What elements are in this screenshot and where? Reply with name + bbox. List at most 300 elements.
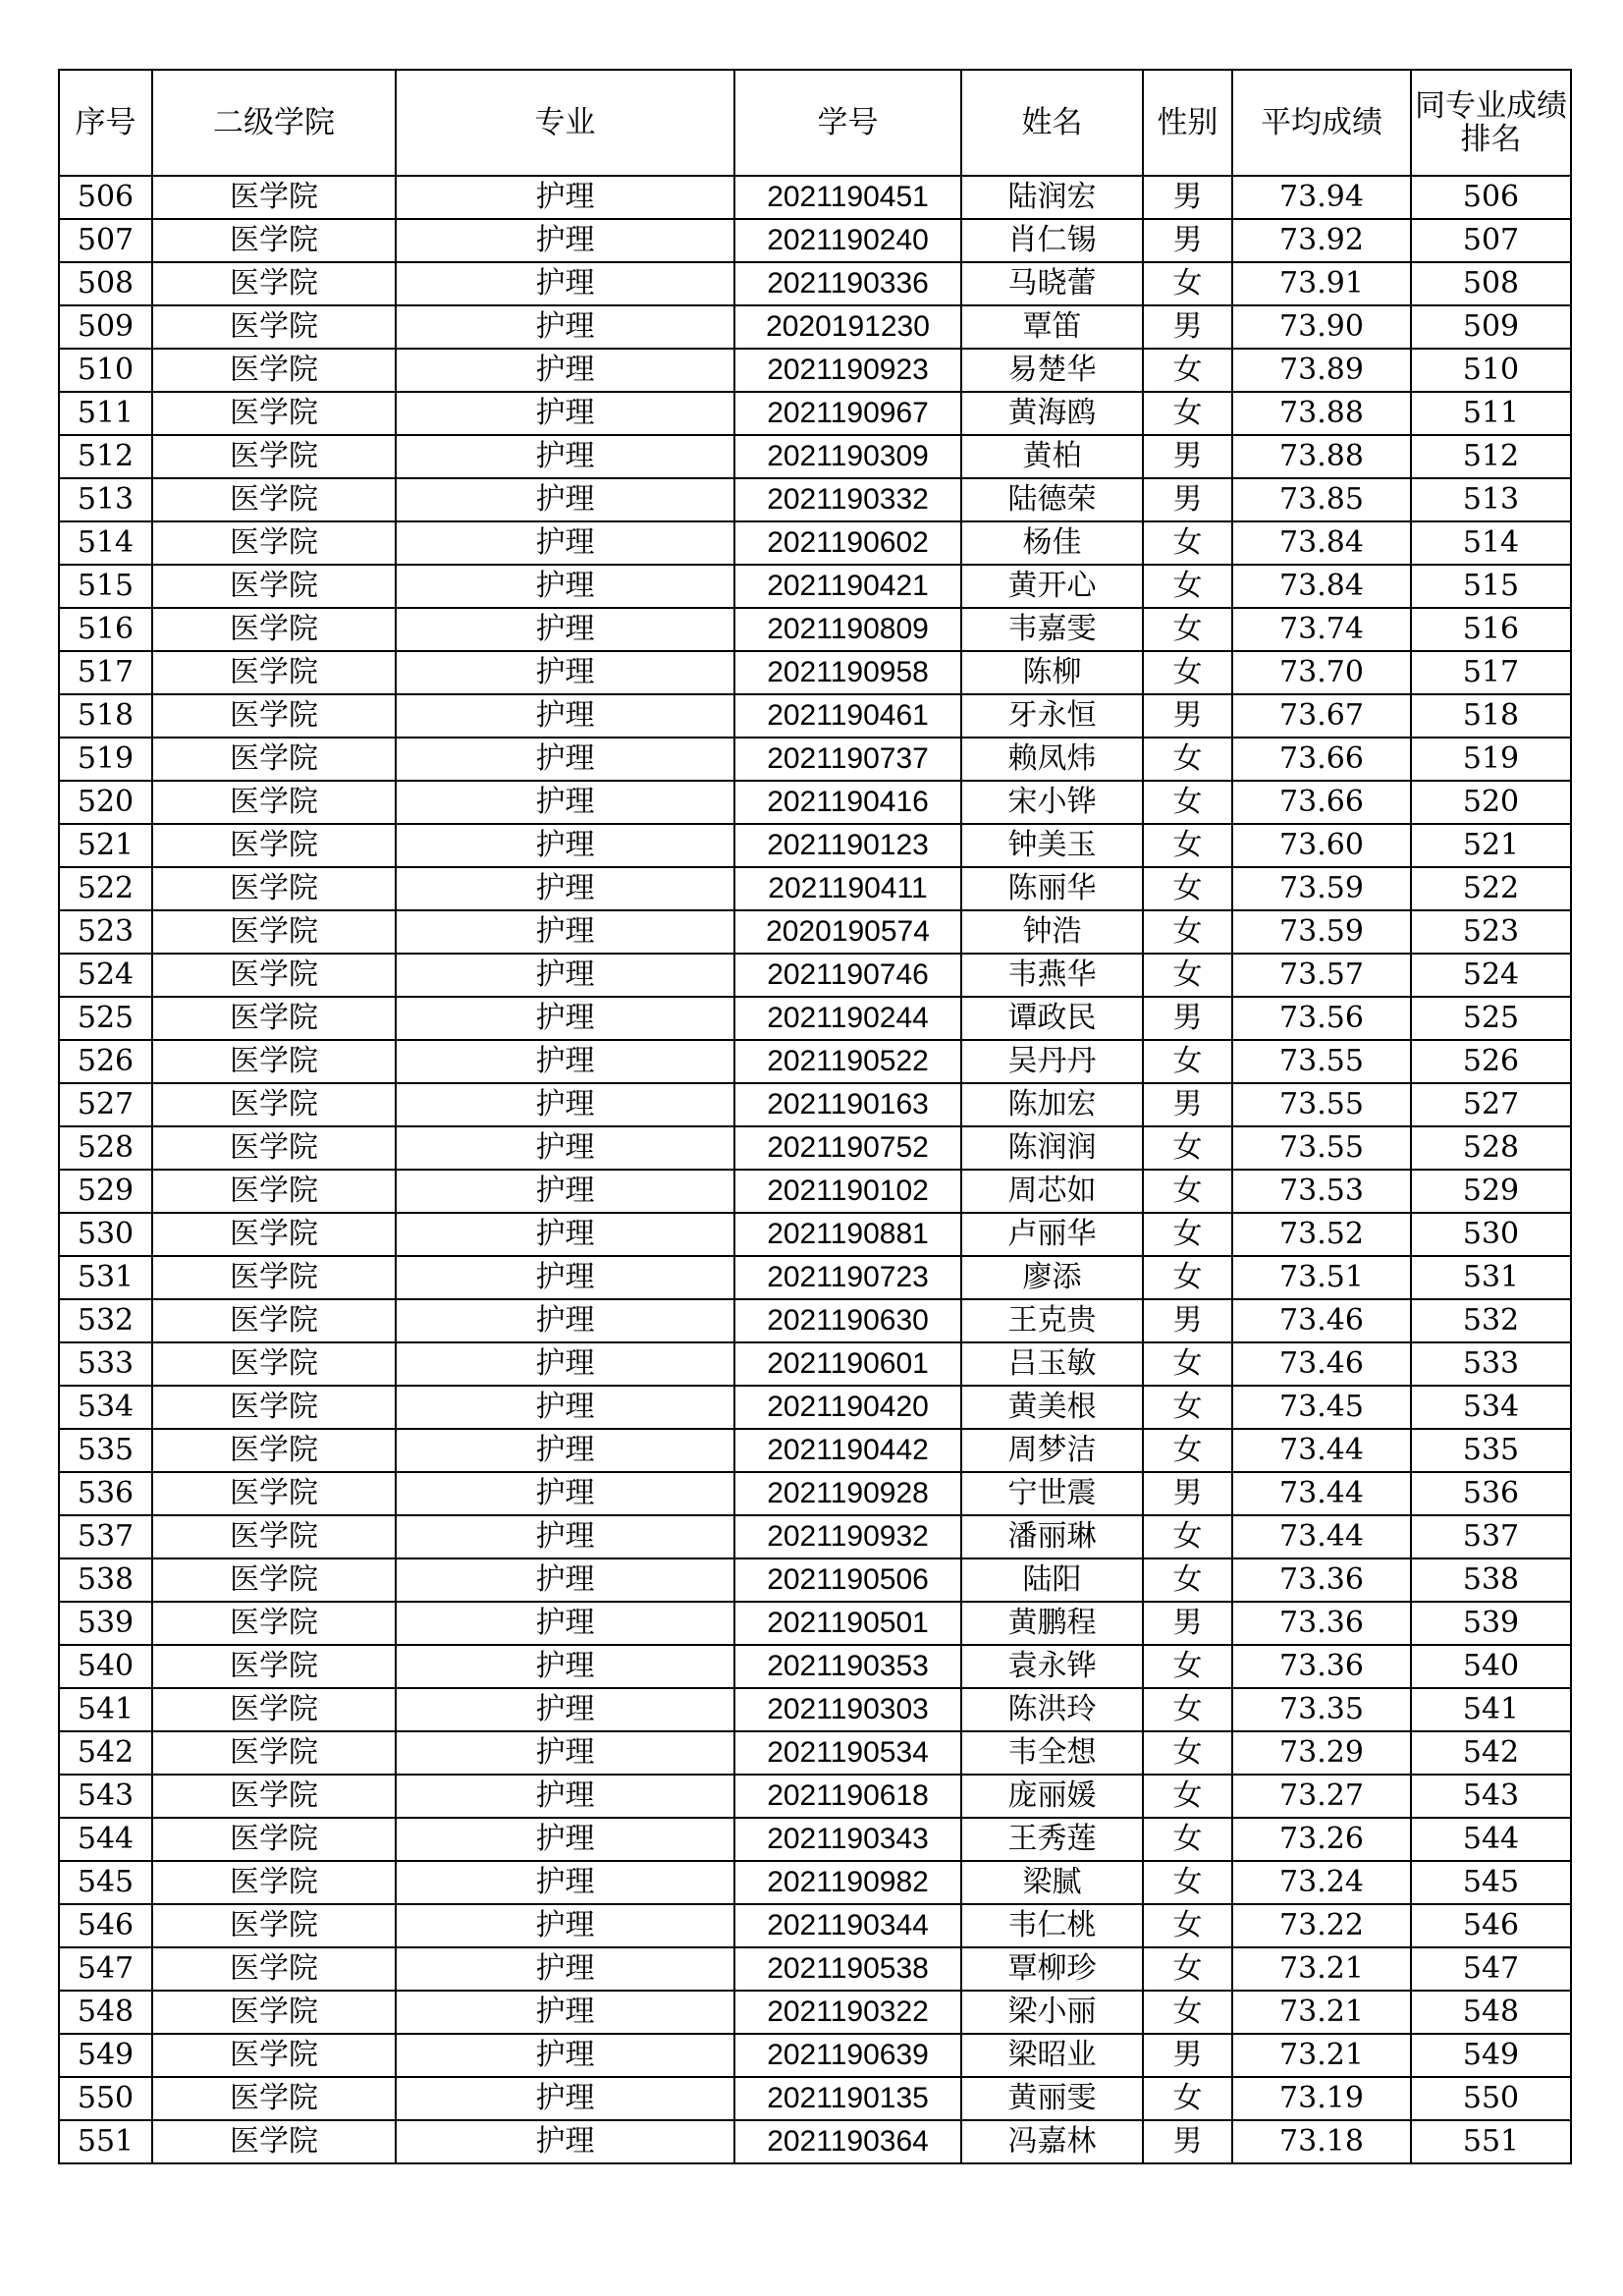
cell-major: 护理 bbox=[396, 608, 734, 651]
cell-major-rank: 547 bbox=[1411, 1947, 1571, 1991]
cell-name: 谭政民 bbox=[961, 997, 1143, 1040]
cell-name: 肖仁锡 bbox=[961, 219, 1143, 262]
cell-name: 韦嘉雯 bbox=[961, 608, 1143, 651]
cell-average-score: 73.36 bbox=[1232, 1602, 1411, 1645]
cell-name: 陆润宏 bbox=[961, 176, 1143, 219]
cell-index: 538 bbox=[59, 1558, 152, 1602]
cell-gender: 女 bbox=[1143, 2077, 1232, 2120]
cell-college: 医学院 bbox=[152, 1775, 396, 1818]
cell-average-score: 73.92 bbox=[1232, 219, 1411, 262]
cell-gender: 女 bbox=[1143, 1126, 1232, 1170]
cell-gender: 男 bbox=[1143, 435, 1232, 478]
table-row bbox=[59, 824, 1571, 867]
cell-average-score: 73.21 bbox=[1232, 1947, 1411, 1991]
cell-gender: 女 bbox=[1143, 1256, 1232, 1299]
cell-gender: 男 bbox=[1143, 997, 1232, 1040]
cell-college: 医学院 bbox=[152, 1645, 396, 1688]
cell-student-id: 2021190343 bbox=[734, 1818, 961, 1861]
table-row bbox=[59, 1256, 1571, 1299]
table-row bbox=[59, 1947, 1571, 1991]
table-row bbox=[59, 2034, 1571, 2077]
cell-index: 517 bbox=[59, 651, 152, 694]
cell-major-rank: 549 bbox=[1411, 2034, 1571, 2077]
table-row bbox=[59, 1602, 1571, 1645]
cell-major-rank: 532 bbox=[1411, 1299, 1571, 1342]
cell-gender: 女 bbox=[1143, 1429, 1232, 1472]
cell-major-rank: 512 bbox=[1411, 435, 1571, 478]
cell-major-rank: 536 bbox=[1411, 1472, 1571, 1515]
cell-index: 533 bbox=[59, 1342, 152, 1386]
cell-college: 医学院 bbox=[152, 738, 396, 781]
cell-major-rank: 528 bbox=[1411, 1126, 1571, 1170]
cell-student-id: 2021190958 bbox=[734, 651, 961, 694]
cell-college: 医学院 bbox=[152, 1299, 396, 1342]
cell-average-score: 73.67 bbox=[1232, 694, 1411, 738]
cell-student-id: 2021190809 bbox=[734, 608, 961, 651]
cell-gender: 女 bbox=[1143, 262, 1232, 305]
cell-name: 韦燕华 bbox=[961, 954, 1143, 997]
table-row bbox=[59, 694, 1571, 738]
cell-gender: 女 bbox=[1143, 1645, 1232, 1688]
cell-student-id: 2021190746 bbox=[734, 954, 961, 997]
cell-average-score: 73.44 bbox=[1232, 1429, 1411, 1472]
cell-name: 覃笛 bbox=[961, 305, 1143, 349]
table-row bbox=[59, 651, 1571, 694]
cell-college: 医学院 bbox=[152, 1342, 396, 1386]
table-row bbox=[59, 781, 1571, 824]
cell-gender: 女 bbox=[1143, 781, 1232, 824]
cell-student-id: 2021190240 bbox=[734, 219, 961, 262]
cell-major-rank: 551 bbox=[1411, 2120, 1571, 2163]
cell-name: 陈洪玲 bbox=[961, 1688, 1143, 1731]
cell-index: 528 bbox=[59, 1126, 152, 1170]
cell-gender: 女 bbox=[1143, 1040, 1232, 1083]
table-row bbox=[59, 1386, 1571, 1429]
cell-major: 护理 bbox=[396, 1558, 734, 1602]
cell-student-id: 2021190303 bbox=[734, 1688, 961, 1731]
cell-student-id: 2021190322 bbox=[734, 1991, 961, 2034]
cell-student-id: 2020190574 bbox=[734, 910, 961, 954]
cell-college: 医学院 bbox=[152, 521, 396, 565]
cell-name: 冯嘉林 bbox=[961, 2120, 1143, 2163]
grades-table bbox=[58, 69, 1572, 2164]
cell-index: 508 bbox=[59, 262, 152, 305]
cell-major: 护理 bbox=[396, 1472, 734, 1515]
cell-average-score: 73.94 bbox=[1232, 176, 1411, 219]
cell-college: 医学院 bbox=[152, 1991, 396, 2034]
cell-average-score: 73.91 bbox=[1232, 262, 1411, 305]
cell-gender: 女 bbox=[1143, 1991, 1232, 2034]
cell-index: 546 bbox=[59, 1904, 152, 1947]
cell-index: 512 bbox=[59, 435, 152, 478]
cell-college: 医学院 bbox=[152, 1818, 396, 1861]
cell-gender: 男 bbox=[1143, 1299, 1232, 1342]
cell-index: 521 bbox=[59, 824, 152, 867]
cell-average-score: 73.18 bbox=[1232, 2120, 1411, 2163]
cell-average-score: 73.66 bbox=[1232, 781, 1411, 824]
cell-student-id: 2021190928 bbox=[734, 1472, 961, 1515]
cell-name: 梁昭业 bbox=[961, 2034, 1143, 2077]
cell-index: 543 bbox=[59, 1775, 152, 1818]
cell-college: 医学院 bbox=[152, 824, 396, 867]
cell-average-score: 73.44 bbox=[1232, 1515, 1411, 1558]
cell-major-rank: 515 bbox=[1411, 565, 1571, 608]
table-row bbox=[59, 176, 1571, 219]
cell-index: 507 bbox=[59, 219, 152, 262]
table-row bbox=[59, 565, 1571, 608]
cell-student-id: 2021190639 bbox=[734, 2034, 961, 2077]
cell-major: 护理 bbox=[396, 435, 734, 478]
cell-average-score: 73.46 bbox=[1232, 1342, 1411, 1386]
cell-major: 护理 bbox=[396, 1775, 734, 1818]
cell-index: 535 bbox=[59, 1429, 152, 1472]
cell-major: 护理 bbox=[396, 305, 734, 349]
table-row bbox=[59, 1213, 1571, 1256]
cell-major: 护理 bbox=[396, 1688, 734, 1731]
cell-student-id: 2021190752 bbox=[734, 1126, 961, 1170]
cell-index: 531 bbox=[59, 1256, 152, 1299]
cell-major: 护理 bbox=[396, 1299, 734, 1342]
cell-major-rank: 543 bbox=[1411, 1775, 1571, 1818]
cell-gender: 女 bbox=[1143, 1688, 1232, 1731]
cell-student-id: 2021190416 bbox=[734, 781, 961, 824]
table-body bbox=[59, 176, 1571, 2163]
cell-major-rank: 545 bbox=[1411, 1861, 1571, 1904]
table-row bbox=[59, 1429, 1571, 1472]
cell-average-score: 73.88 bbox=[1232, 392, 1411, 435]
cell-student-id: 2021190506 bbox=[734, 1558, 961, 1602]
cell-average-score: 73.57 bbox=[1232, 954, 1411, 997]
cell-name: 梁小丽 bbox=[961, 1991, 1143, 2034]
cell-college: 医学院 bbox=[152, 565, 396, 608]
cell-major-rank: 514 bbox=[1411, 521, 1571, 565]
cell-gender: 女 bbox=[1143, 867, 1232, 910]
table-row bbox=[59, 1170, 1571, 1213]
cell-index: 536 bbox=[59, 1472, 152, 1515]
cell-name: 黄海鸥 bbox=[961, 392, 1143, 435]
cell-average-score: 73.19 bbox=[1232, 2077, 1411, 2120]
cell-average-score: 73.36 bbox=[1232, 1558, 1411, 1602]
cell-average-score: 73.21 bbox=[1232, 1991, 1411, 2034]
cell-average-score: 73.51 bbox=[1232, 1256, 1411, 1299]
cell-student-id: 2021190538 bbox=[734, 1947, 961, 1991]
cell-major: 护理 bbox=[396, 1602, 734, 1645]
cell-college: 医学院 bbox=[152, 1083, 396, 1126]
cell-gender: 女 bbox=[1143, 1515, 1232, 1558]
cell-major-rank: 548 bbox=[1411, 1991, 1571, 2034]
cell-name: 周梦洁 bbox=[961, 1429, 1143, 1472]
cell-index: 513 bbox=[59, 478, 152, 521]
cell-average-score: 73.55 bbox=[1232, 1040, 1411, 1083]
cell-major-rank: 513 bbox=[1411, 478, 1571, 521]
cell-index: 514 bbox=[59, 521, 152, 565]
cell-average-score: 73.90 bbox=[1232, 305, 1411, 349]
cell-student-id: 2021190442 bbox=[734, 1429, 961, 1472]
cell-major: 护理 bbox=[396, 1429, 734, 1472]
cell-gender: 男 bbox=[1143, 2120, 1232, 2163]
cell-college: 医学院 bbox=[152, 392, 396, 435]
cell-gender: 女 bbox=[1143, 1170, 1232, 1213]
cell-student-id: 2021190601 bbox=[734, 1342, 961, 1386]
cell-college: 医学院 bbox=[152, 1472, 396, 1515]
cell-gender: 女 bbox=[1143, 824, 1232, 867]
cell-major-rank: 542 bbox=[1411, 1731, 1571, 1775]
table-row bbox=[59, 1472, 1571, 1515]
cell-major: 护理 bbox=[396, 2120, 734, 2163]
cell-name: 赖凤炜 bbox=[961, 738, 1143, 781]
table-row bbox=[59, 349, 1571, 392]
cell-college: 医学院 bbox=[152, 954, 396, 997]
cell-name: 吴丹丹 bbox=[961, 1040, 1143, 1083]
cell-college: 医学院 bbox=[152, 1170, 396, 1213]
cell-average-score: 73.46 bbox=[1232, 1299, 1411, 1342]
cell-gender: 女 bbox=[1143, 1818, 1232, 1861]
cell-name: 周芯如 bbox=[961, 1170, 1143, 1213]
cell-college: 医学院 bbox=[152, 219, 396, 262]
cell-major: 护理 bbox=[396, 1947, 734, 1991]
cell-average-score: 73.66 bbox=[1232, 738, 1411, 781]
table-row bbox=[59, 262, 1571, 305]
cell-index: 549 bbox=[59, 2034, 152, 2077]
cell-name: 卢丽华 bbox=[961, 1213, 1143, 1256]
cell-name: 韦全想 bbox=[961, 1731, 1143, 1775]
cell-gender: 女 bbox=[1143, 565, 1232, 608]
cell-average-score: 73.26 bbox=[1232, 1818, 1411, 1861]
cell-name: 韦仁桃 bbox=[961, 1904, 1143, 1947]
cell-major: 护理 bbox=[396, 1083, 734, 1126]
cell-name: 陈润润 bbox=[961, 1126, 1143, 1170]
cell-index: 516 bbox=[59, 608, 152, 651]
cell-name: 袁永铧 bbox=[961, 1645, 1143, 1688]
header-cell-college: 二级学院 bbox=[152, 70, 396, 176]
cell-name: 黄开心 bbox=[961, 565, 1143, 608]
cell-average-score: 73.21 bbox=[1232, 2034, 1411, 2077]
cell-college: 医学院 bbox=[152, 2077, 396, 2120]
cell-college: 医学院 bbox=[152, 1861, 396, 1904]
cell-name: 陆德荣 bbox=[961, 478, 1143, 521]
cell-major-rank: 506 bbox=[1411, 176, 1571, 219]
cell-average-score: 73.27 bbox=[1232, 1775, 1411, 1818]
cell-average-score: 73.59 bbox=[1232, 867, 1411, 910]
cell-average-score: 73.24 bbox=[1232, 1861, 1411, 1904]
cell-gender: 女 bbox=[1143, 1904, 1232, 1947]
cell-major: 护理 bbox=[396, 694, 734, 738]
cell-gender: 女 bbox=[1143, 1213, 1232, 1256]
cell-name: 王克贵 bbox=[961, 1299, 1143, 1342]
cell-index: 532 bbox=[59, 1299, 152, 1342]
table-row bbox=[59, 1688, 1571, 1731]
header-cell-index: 序号 bbox=[59, 70, 152, 176]
cell-major: 护理 bbox=[396, 997, 734, 1040]
cell-name: 黄美根 bbox=[961, 1386, 1143, 1429]
cell-name: 易楚华 bbox=[961, 349, 1143, 392]
cell-gender: 女 bbox=[1143, 1342, 1232, 1386]
cell-major: 护理 bbox=[396, 219, 734, 262]
cell-college: 医学院 bbox=[152, 1602, 396, 1645]
cell-average-score: 73.89 bbox=[1232, 349, 1411, 392]
table-row bbox=[59, 2077, 1571, 2120]
table-row bbox=[59, 954, 1571, 997]
cell-average-score: 73.53 bbox=[1232, 1170, 1411, 1213]
header-cell-name: 姓名 bbox=[961, 70, 1143, 176]
cell-college: 医学院 bbox=[152, 2120, 396, 2163]
cell-student-id: 2021190534 bbox=[734, 1731, 961, 1775]
cell-name: 宁世震 bbox=[961, 1472, 1143, 1515]
cell-index: 515 bbox=[59, 565, 152, 608]
cell-index: 534 bbox=[59, 1386, 152, 1429]
cell-major-rank: 507 bbox=[1411, 219, 1571, 262]
cell-index: 539 bbox=[59, 1602, 152, 1645]
table-row bbox=[59, 1731, 1571, 1775]
cell-name: 钟美玉 bbox=[961, 824, 1143, 867]
cell-name: 王秀莲 bbox=[961, 1818, 1143, 1861]
cell-major: 护理 bbox=[396, 1731, 734, 1775]
cell-index: 518 bbox=[59, 694, 152, 738]
cell-major: 护理 bbox=[396, 1818, 734, 1861]
cell-index: 522 bbox=[59, 867, 152, 910]
cell-major: 护理 bbox=[396, 349, 734, 392]
cell-gender: 男 bbox=[1143, 219, 1232, 262]
cell-major: 护理 bbox=[396, 1861, 734, 1904]
cell-college: 医学院 bbox=[152, 1515, 396, 1558]
cell-average-score: 73.84 bbox=[1232, 565, 1411, 608]
cell-student-id: 2021190123 bbox=[734, 824, 961, 867]
cell-gender: 女 bbox=[1143, 738, 1232, 781]
cell-index: 541 bbox=[59, 1688, 152, 1731]
table-row bbox=[59, 1342, 1571, 1386]
cell-student-id: 2021190881 bbox=[734, 1213, 961, 1256]
cell-student-id: 2021190135 bbox=[734, 2077, 961, 2120]
table-row bbox=[59, 1645, 1571, 1688]
cell-name: 钟浩 bbox=[961, 910, 1143, 954]
cell-college: 医学院 bbox=[152, 1429, 396, 1472]
cell-index: 530 bbox=[59, 1213, 152, 1256]
cell-major-rank: 522 bbox=[1411, 867, 1571, 910]
cell-index: 524 bbox=[59, 954, 152, 997]
cell-major: 护理 bbox=[396, 2077, 734, 2120]
cell-student-id: 2021190522 bbox=[734, 1040, 961, 1083]
cell-major: 护理 bbox=[396, 1040, 734, 1083]
cell-college: 医学院 bbox=[152, 435, 396, 478]
cell-college: 医学院 bbox=[152, 262, 396, 305]
table-row bbox=[59, 305, 1571, 349]
cell-average-score: 73.59 bbox=[1232, 910, 1411, 954]
cell-name: 梁腻 bbox=[961, 1861, 1143, 1904]
table-row bbox=[59, 738, 1571, 781]
cell-gender: 女 bbox=[1143, 608, 1232, 651]
cell-gender: 男 bbox=[1143, 478, 1232, 521]
cell-index: 523 bbox=[59, 910, 152, 954]
cell-average-score: 73.55 bbox=[1232, 1083, 1411, 1126]
cell-gender: 女 bbox=[1143, 349, 1232, 392]
cell-name: 宋小铧 bbox=[961, 781, 1143, 824]
cell-name: 马晓蕾 bbox=[961, 262, 1143, 305]
cell-major: 护理 bbox=[396, 651, 734, 694]
table-row bbox=[59, 1083, 1571, 1126]
cell-major-rank: 526 bbox=[1411, 1040, 1571, 1083]
cell-student-id: 2021190932 bbox=[734, 1515, 961, 1558]
cell-index: 520 bbox=[59, 781, 152, 824]
cell-college: 医学院 bbox=[152, 1213, 396, 1256]
cell-college: 医学院 bbox=[152, 176, 396, 219]
cell-major-rank: 546 bbox=[1411, 1904, 1571, 1947]
cell-index: 548 bbox=[59, 1991, 152, 2034]
cell-index: 545 bbox=[59, 1861, 152, 1904]
table-row bbox=[59, 997, 1571, 1040]
table-row bbox=[59, 219, 1571, 262]
cell-major-rank: 531 bbox=[1411, 1256, 1571, 1299]
table-header bbox=[59, 70, 1571, 176]
cell-student-id: 2021190344 bbox=[734, 1904, 961, 1947]
cell-student-id: 2021190630 bbox=[734, 1299, 961, 1342]
cell-major: 护理 bbox=[396, 1170, 734, 1213]
cell-major-rank: 538 bbox=[1411, 1558, 1571, 1602]
cell-college: 医学院 bbox=[152, 694, 396, 738]
cell-gender: 女 bbox=[1143, 910, 1232, 954]
cell-college: 医学院 bbox=[152, 651, 396, 694]
cell-student-id: 2021190501 bbox=[734, 1602, 961, 1645]
cell-major-rank: 537 bbox=[1411, 1515, 1571, 1558]
cell-major-rank: 508 bbox=[1411, 262, 1571, 305]
header-cell-gender: 性别 bbox=[1143, 70, 1232, 176]
table-row bbox=[59, 435, 1571, 478]
cell-name: 陈丽华 bbox=[961, 867, 1143, 910]
cell-major: 护理 bbox=[396, 176, 734, 219]
cell-college: 医学院 bbox=[152, 1688, 396, 1731]
cell-college: 医学院 bbox=[152, 1904, 396, 1947]
cell-gender: 男 bbox=[1143, 694, 1232, 738]
cell-index: 525 bbox=[59, 997, 152, 1040]
cell-average-score: 73.85 bbox=[1232, 478, 1411, 521]
cell-student-id: 2021190411 bbox=[734, 867, 961, 910]
cell-name: 黄鹏程 bbox=[961, 1602, 1143, 1645]
cell-index: 537 bbox=[59, 1515, 152, 1558]
table-row bbox=[59, 1040, 1571, 1083]
cell-average-score: 73.36 bbox=[1232, 1645, 1411, 1688]
header-cell-major: 专业 bbox=[396, 70, 734, 176]
cell-student-id: 2021190163 bbox=[734, 1083, 961, 1126]
cell-major: 护理 bbox=[396, 954, 734, 997]
cell-college: 医学院 bbox=[152, 1386, 396, 1429]
table-row bbox=[59, 392, 1571, 435]
cell-major-rank: 550 bbox=[1411, 2077, 1571, 2120]
cell-gender: 男 bbox=[1143, 1472, 1232, 1515]
cell-student-id: 2021190102 bbox=[734, 1170, 961, 1213]
cell-major: 护理 bbox=[396, 1386, 734, 1429]
cell-average-score: 73.22 bbox=[1232, 1904, 1411, 1947]
table-row bbox=[59, 1818, 1571, 1861]
cell-major-rank: 518 bbox=[1411, 694, 1571, 738]
cell-average-score: 73.44 bbox=[1232, 1472, 1411, 1515]
cell-major-rank: 530 bbox=[1411, 1213, 1571, 1256]
cell-index: 526 bbox=[59, 1040, 152, 1083]
table-row bbox=[59, 1126, 1571, 1170]
cell-index: 511 bbox=[59, 392, 152, 435]
cell-gender: 女 bbox=[1143, 521, 1232, 565]
cell-major: 护理 bbox=[396, 910, 734, 954]
cell-college: 医学院 bbox=[152, 781, 396, 824]
cell-student-id: 2021190451 bbox=[734, 176, 961, 219]
cell-major-rank: 527 bbox=[1411, 1083, 1571, 1126]
cell-name: 杨佳 bbox=[961, 521, 1143, 565]
header-row bbox=[59, 70, 1571, 176]
cell-major-rank: 524 bbox=[1411, 954, 1571, 997]
cell-gender: 男 bbox=[1143, 305, 1232, 349]
cell-major: 护理 bbox=[396, 1256, 734, 1299]
header-cell-major-rank: 同专业成绩排名 bbox=[1411, 70, 1571, 176]
cell-student-id: 2021190420 bbox=[734, 1386, 961, 1429]
cell-average-score: 73.60 bbox=[1232, 824, 1411, 867]
